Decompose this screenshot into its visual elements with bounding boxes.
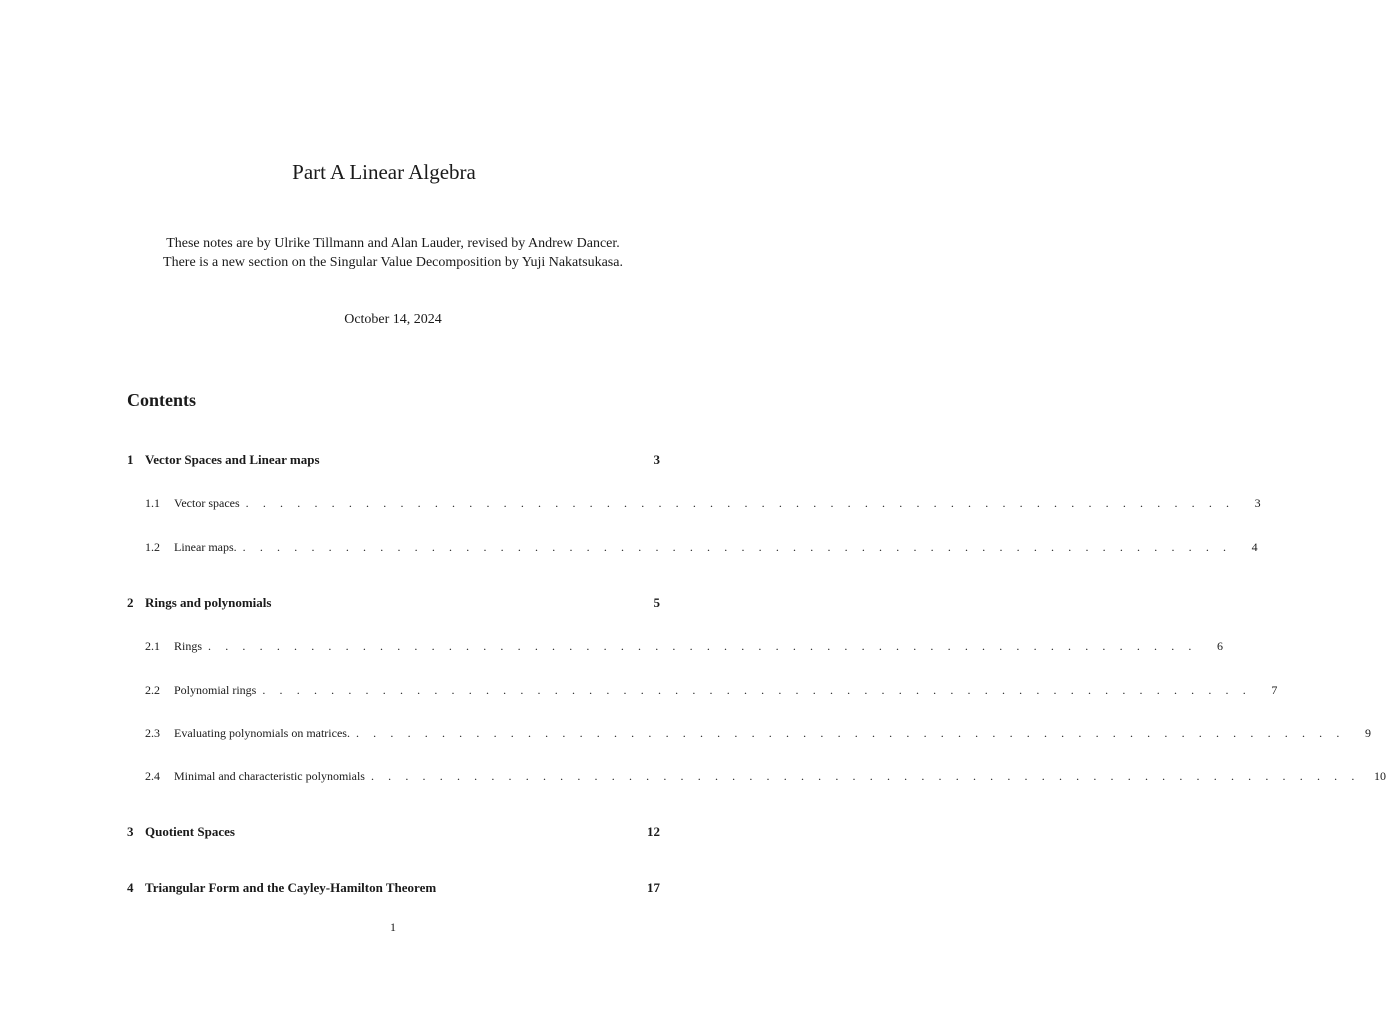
document-title: Part A Linear Algebra bbox=[292, 160, 476, 184]
toc-entry-subsection[interactable] bbox=[127, 726, 1371, 744]
toc-entry-section[interactable] bbox=[127, 595, 660, 613]
toc-leader: . . . . . . . . . . . . . . . . . . . . . . . . . . . . . . . . . . . . . . . . . . . . . . . . . . . . . . . . . . bbox=[242, 540, 1232, 554]
toc-number: 3 bbox=[127, 824, 134, 839]
toc-page-number: 3 bbox=[653, 452, 660, 467]
toc-entry-subsection[interactable] bbox=[127, 769, 1386, 787]
toc-page-number: 10 bbox=[1373, 769, 1386, 783]
toc-leader: . . . . . . . . . . . . . . . . . . . . . . . . . . . . . . . . . . . . . . . . . . . . . . . . . . . . . . . . . . bbox=[355, 726, 1345, 740]
toc-entry-section[interactable] bbox=[127, 452, 660, 470]
toc-page-number: 7 bbox=[1271, 683, 1278, 697]
toc-page-number: 3 bbox=[1254, 496, 1261, 510]
toc-entry-subsection[interactable] bbox=[127, 639, 1224, 657]
authors-line-1: These notes are by Ulrike Tillmann and Alan Lauder, revised by Andrew Dancer. bbox=[166, 236, 620, 251]
toc-page-number: 5 bbox=[653, 595, 660, 610]
toc-leader: . . . . . . . . . . . . . . . . . . . . . . . . . . . . . . . . . . . . . . . . . . . . . . . . . . . . . . . . . . bbox=[245, 496, 1235, 510]
toc-number: 4 bbox=[127, 880, 134, 895]
toc-page-number: 6 bbox=[1217, 639, 1224, 653]
toc-label: Triangular Form and the Cayley-Hamilton Theorem bbox=[145, 880, 437, 895]
toc-number: 2 bbox=[127, 595, 134, 610]
toc-entry-section[interactable] bbox=[127, 880, 660, 898]
toc-page-number: 4 bbox=[1251, 540, 1258, 554]
toc-number: 2.3 bbox=[145, 726, 160, 740]
contents-heading: Contents bbox=[127, 390, 197, 410]
toc-label: Vector Spaces and Linear maps bbox=[145, 452, 320, 467]
toc-leader: . . . . . . . . . . . . . . . . . . . . . . . . . . . . . . . . . . . . . . . . . . . . . . . . . . . . . . . . . . bbox=[208, 639, 1198, 653]
toc-number: 1.1 bbox=[145, 496, 160, 510]
authors-line-2: There is a new section on the Singular Value Decomposition by Yuji Nakatsukasa. bbox=[163, 255, 623, 270]
toc-label: Evaluating polynomials on matrices. bbox=[174, 726, 350, 740]
page-number: 1 bbox=[390, 920, 396, 934]
authors-note bbox=[0, 234, 786, 272]
toc-leader: . . . . . . . . . . . . . . . . . . . . . . . . . . . . . . . . . . . . . . . . . . . . . . . . . . . . . . . . . . bbox=[370, 769, 1360, 783]
toc-label: Minimal and characteristic polynomials bbox=[174, 769, 365, 783]
toc-number: 1 bbox=[127, 452, 134, 467]
document-date: October 14, 2024 bbox=[344, 312, 442, 327]
toc-label: Linear maps. bbox=[174, 540, 237, 554]
toc-page-number: 9 bbox=[1364, 726, 1371, 740]
toc-number: 2.4 bbox=[145, 769, 160, 783]
toc-leader: . . . . . . . . . . . . . . . . . . . . . . . . . . . . . . . . . . . . . . . . . . . . . . . . . . . . . . . . . . bbox=[262, 683, 1252, 697]
toc-page-number: 17 bbox=[647, 880, 660, 895]
toc-label: Polynomial rings bbox=[174, 683, 257, 697]
toc-number: 2.1 bbox=[145, 639, 160, 653]
toc-number: 2.2 bbox=[145, 683, 160, 697]
toc-entry-subsection[interactable] bbox=[127, 496, 1261, 514]
toc-label: Vector spaces bbox=[174, 496, 240, 510]
toc-entry-subsection[interactable] bbox=[127, 683, 1278, 701]
toc-entry-section[interactable] bbox=[127, 824, 660, 842]
toc-label: Rings and polynomials bbox=[145, 595, 272, 610]
toc-entry-subsection[interactable] bbox=[127, 540, 1258, 558]
toc-label: Rings bbox=[174, 639, 203, 653]
toc-label: Quotient Spaces bbox=[145, 824, 235, 839]
toc-page-number: 12 bbox=[647, 824, 660, 839]
toc-number: 1.2 bbox=[145, 540, 160, 554]
